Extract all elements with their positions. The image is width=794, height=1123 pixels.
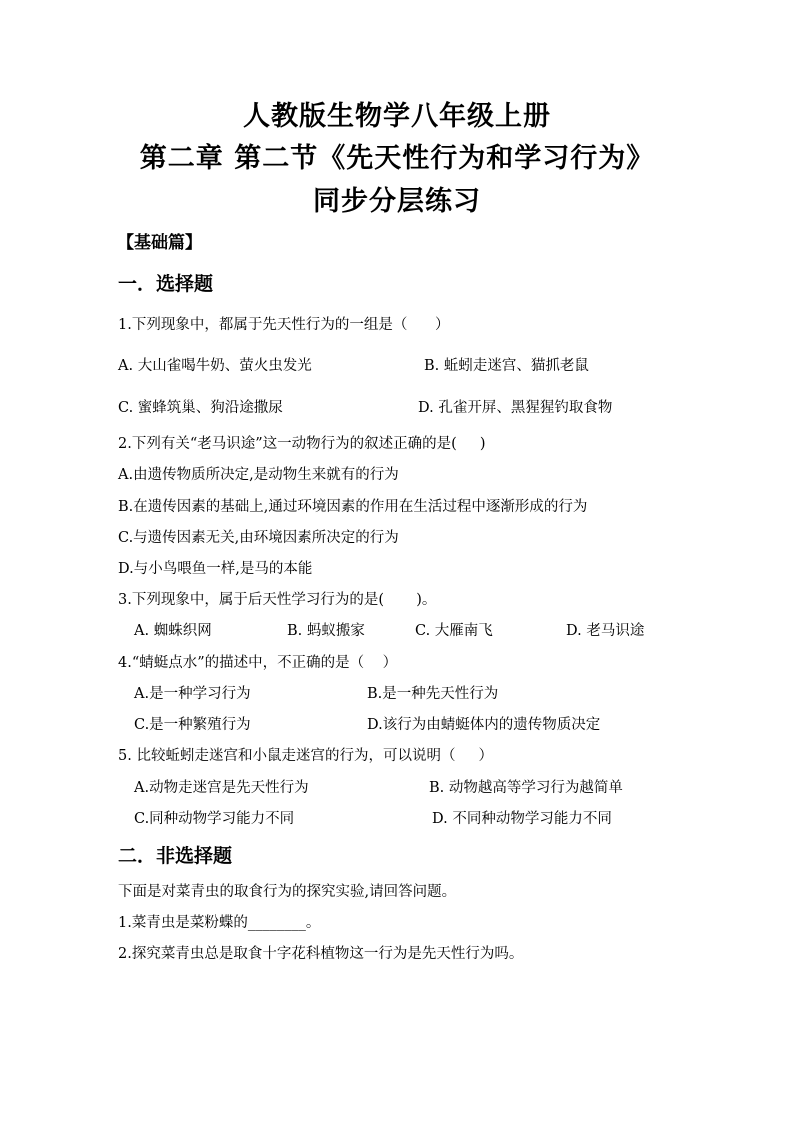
section-heading-choice: 一．选择题 [118,273,214,295]
subquestion-2: 2.探究菜青虫总是取食十字花科植物这一行为是先天性行为吗。 [118,946,524,962]
experiment-intro: 下面是对菜青虫的取食行为的探究实验,请回答问题。 [118,884,457,900]
question-3-stem: 3.下列现象中，属于后天性学习行为的是( )。 [118,592,437,608]
question-4-option-d: D.该行为由蜻蜓体内的遗传物质决定 [367,717,601,733]
question-1-option-a: A. 大山雀喝牛奶、萤火虫发光 [118,358,312,374]
question-3-option-d: D. 老马识途 [566,623,645,639]
question-2-option-c: C.与遗传因素无关,由环境因素所决定的行为 [118,530,399,546]
question-2-stem: 2.下列有关“老马识途”这一动物行为的叙述正确的是( ) [118,436,486,452]
question-3-option-a: A. 蜘蛛织网 [134,623,212,639]
question-3-option-b: B. 蚂蚁搬家 [287,623,365,639]
question-2-option-d: D.与小鸟喂鱼一样,是马的本能 [118,561,313,577]
question-5-option-d: D. 不同种动物学习能力不同 [432,811,612,827]
question-2-option-b: B.在遗传因素的基础上,通过环境因素的作用在生活过程中逐渐形成的行为 [118,499,588,515]
subquestion-1: 1.菜青虫是菜粉蝶的________。 [118,915,321,931]
level-label: 【基础篇】 [117,233,202,253]
section-heading-nonchoice: 二．非选择题 [118,845,233,867]
question-5-stem: 5. 比较蚯蚓走迷宫和小鼠走迷宫的行为，可以说明（ ） [118,748,493,764]
question-4-stem: 4.“蜻蜓点水”的描述中，不正确的是（ ） [118,655,398,671]
question-4-option-b: B.是一种先天性行为 [367,686,499,702]
title-line-2: 第二章 第二节《先天性行为和学习行为》 [139,143,655,174]
title-line-1: 人教版生物学八年级上册 [243,101,551,132]
question-1-option-b: B. 蚯蚓走迷宫、猫抓老鼠 [424,358,589,374]
question-1-option-c: C. 蜜蜂筑巢、狗沿途撒尿 [118,400,283,416]
question-4-option-a: A.是一种学习行为 [134,686,251,702]
title-line-3: 同步分层练习 [313,186,481,217]
question-5-option-b: B. 动物越高等学习行为越简单 [429,780,623,796]
question-4-option-c: C.是一种繁殖行为 [134,717,251,733]
question-2-option-a: A.由遗传物质所决定,是动物生来就有的行为 [118,467,399,483]
question-3-option-c: C. 大雁南飞 [415,623,493,639]
question-1-option-d: D. 孔雀开屏、黑猩猩钓取食物 [418,400,613,416]
question-5-option-a: A.动物走迷宫是先天性行为 [134,780,309,796]
question-5-option-c: C.同种动物学习能力不同 [134,811,295,827]
question-1-stem: 1.下列现象中，都属于先天性行为的一组是（ ） [118,317,450,333]
